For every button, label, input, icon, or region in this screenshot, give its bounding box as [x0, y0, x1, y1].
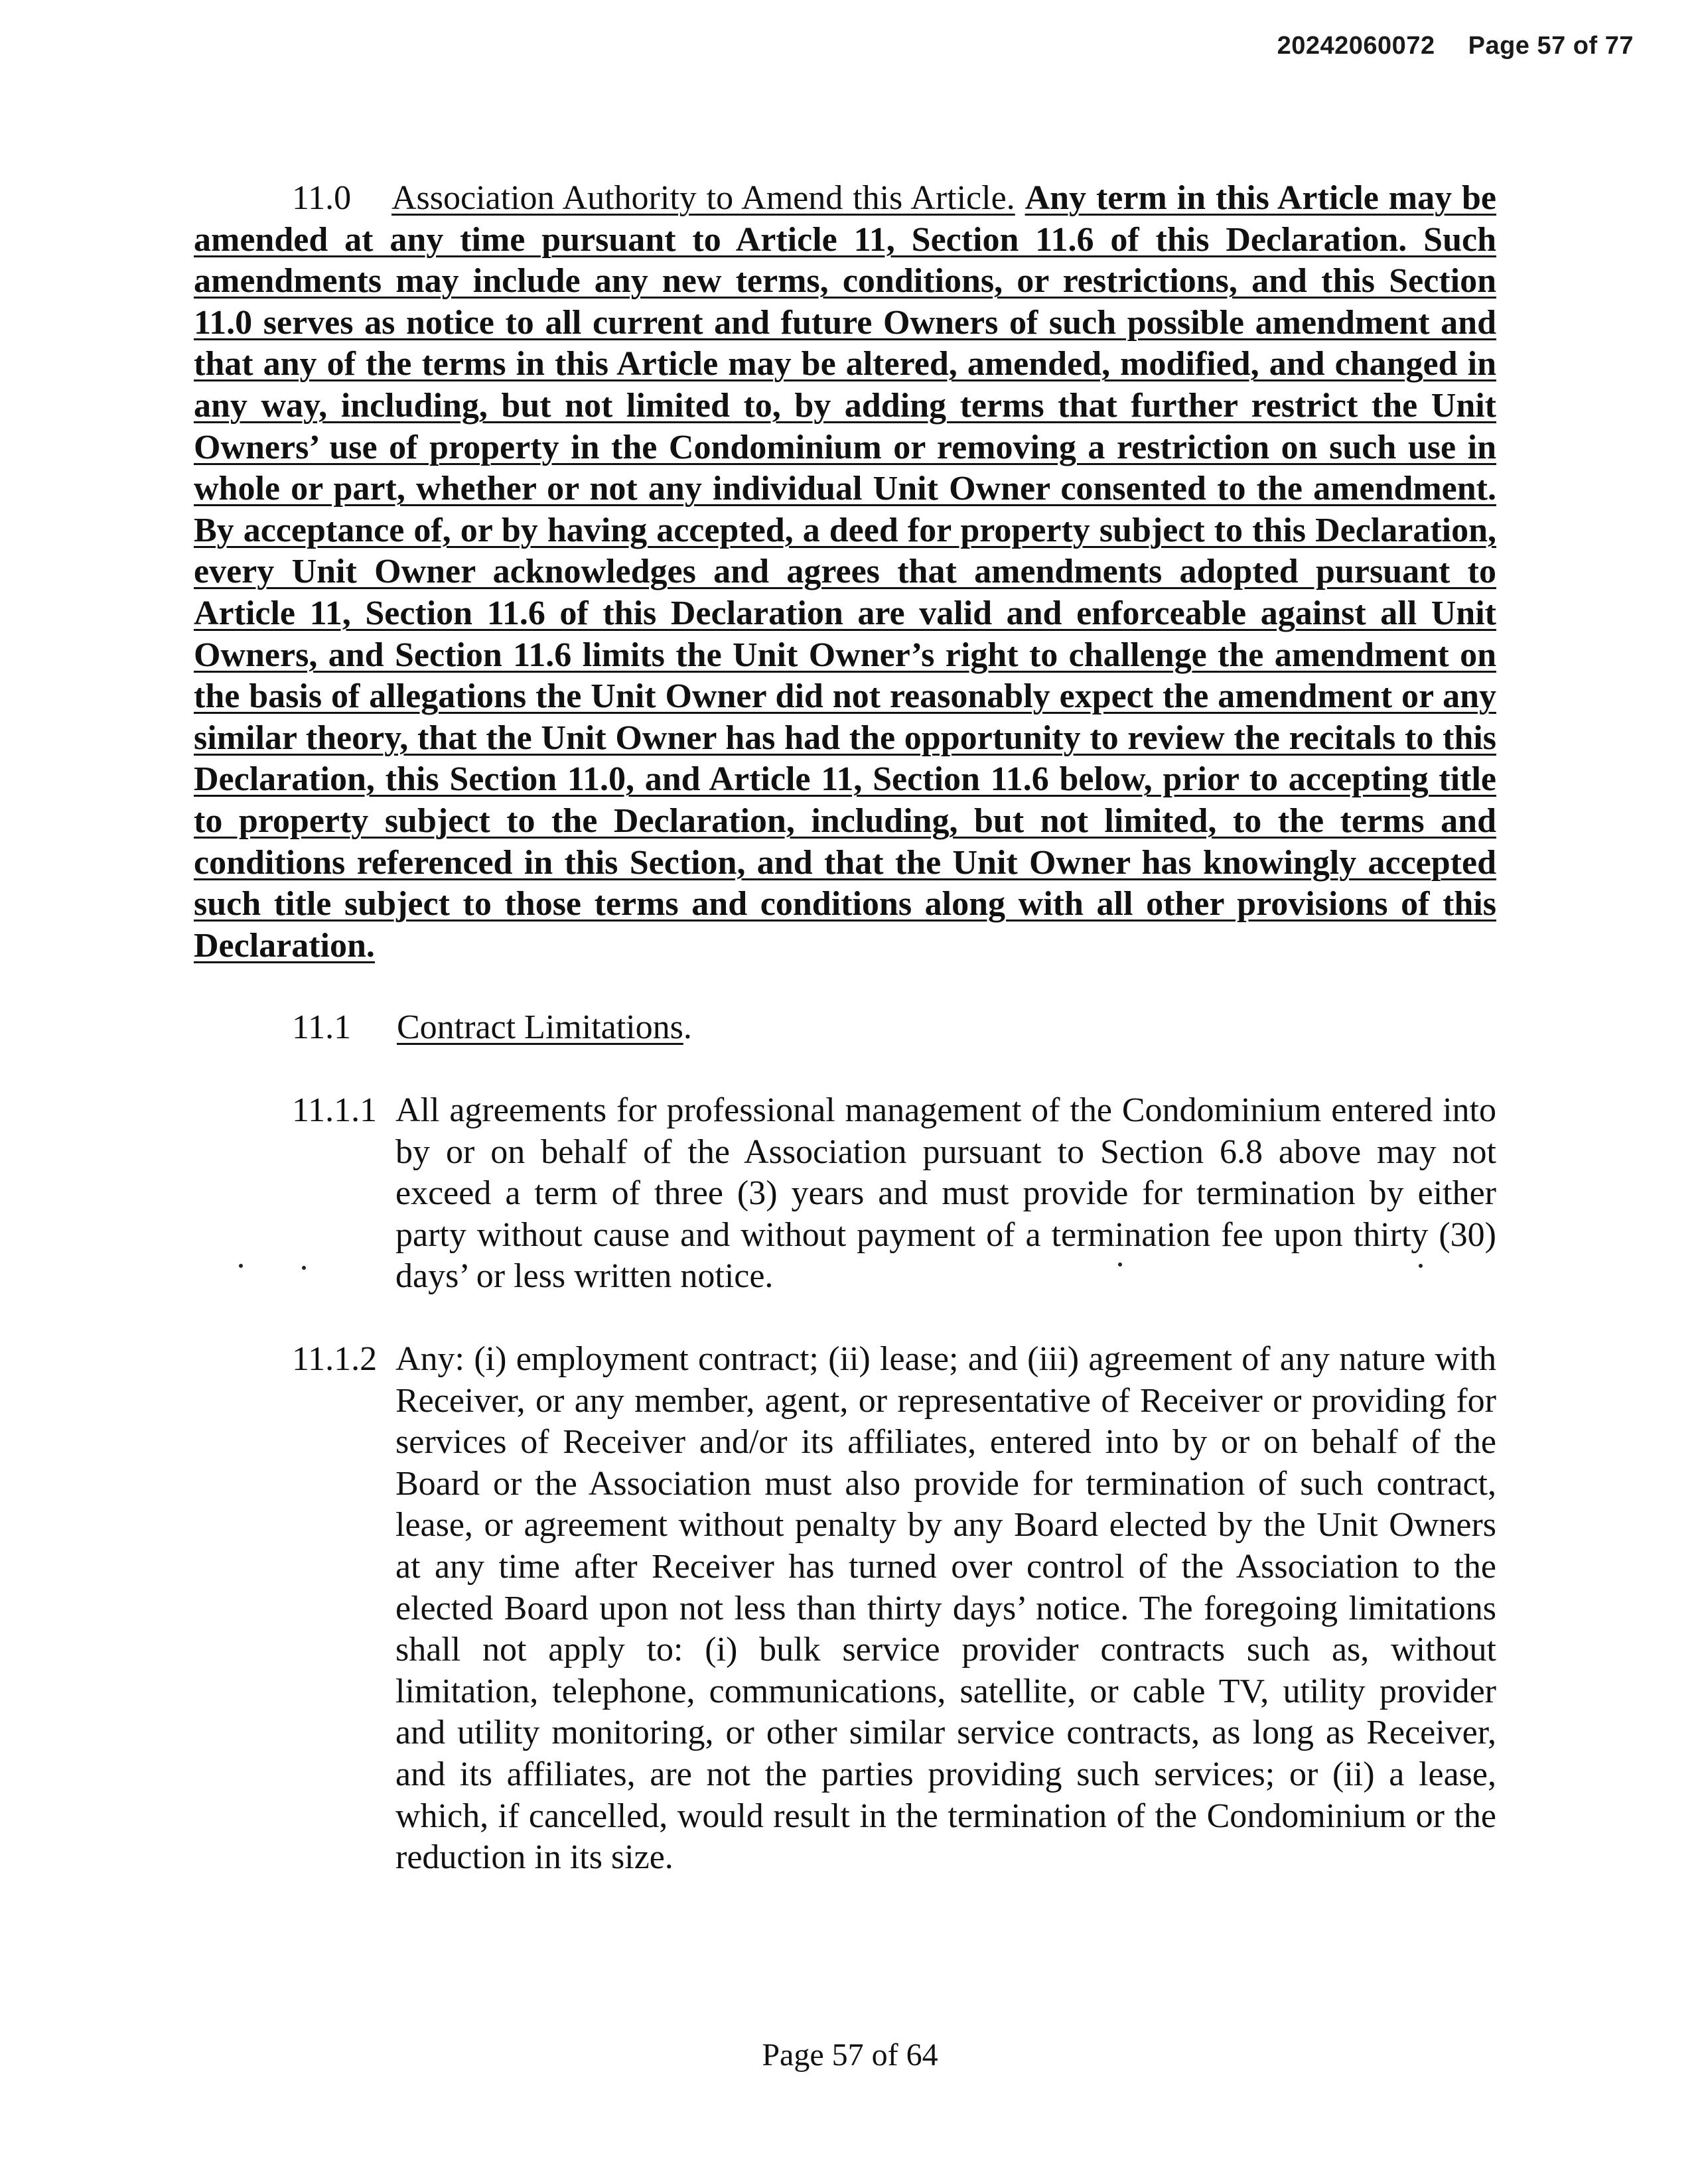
subsection-text: All agreements for professional management of the Condominium entered into by or on behalf of the Association pursuant to Section 6.8 above may not exceed a term of three (3) years and must provide for termination by either party without cause and without payment of a termination fee upon thirty (30) days’ or less written notice.	[395, 1091, 1496, 1296]
scan-artifact-dot	[302, 1266, 306, 1270]
recording-page-label: Page 57 of 77	[1468, 32, 1634, 60]
section-title: Association Authority to Amend this Article.	[391, 179, 1015, 217]
section-body: Any term in this Article may be amended at any time pursuant to Article 11, Section 11.6 of this Declaration. Such amendments may include any new terms, conditions, or restrictions, and this Section 11.0 serves as notice to all current and future Owners of such possible amendment and that any of the terms in this Article may be altered, amended, modified, and changed in any way, including, but not limited to, by adding terms that further restrict the Unit Owners’ use of property in the Condominium or removing a restriction on such use in whole or part, whether or not any individual Unit Owner consented to the amendment. By acceptance of, or by having accepted, a deed for property subject to this Declaration, every Unit Owner acknowledges and agrees that amendments adopted pursuant to Article 11, Section 11.6 of this Declaration are valid and enforceable against all Unit Owners, and Section 11.6 limits the Unit Owner’s right to challenge the amendment on the basis of allegations the Unit Owner did not reasonably expect the amendment or any similar theory, that the Unit Owner has had the opportunity to review the recitals to this Declaration, this Section 11.0, and Article 11, Section 11.6 below, prior to accepting title to property subject to the Declaration, including, but not limited, to the terms and conditions referenced in this Section, and that the Unit Owner has knowingly accepted such title subject to those terms and conditions along with all other provisions of this Declaration.	[194, 179, 1496, 965]
section-11-1-heading	[292, 1007, 692, 1049]
section-11-0	[194, 178, 1496, 967]
section-title-period: .	[683, 1008, 692, 1046]
scan-artifact-dot	[1118, 1263, 1122, 1266]
scan-artifact-dot	[1419, 1264, 1423, 1268]
section-number: 11.1	[292, 1008, 352, 1046]
subsection-11-1-2	[292, 1339, 1496, 1879]
footer-page-label: Page 57 of 64	[762, 2037, 938, 2073]
section-number: 11.0	[292, 179, 352, 217]
subsection-11-1-1	[292, 1090, 1496, 1298]
section-title: Contract Limitations	[397, 1008, 683, 1046]
page-footer	[0, 2037, 1700, 2073]
subsection-number: 11.1.2	[292, 1340, 378, 1378]
document-number: 20242060072	[1277, 32, 1435, 60]
subsection-number: 11.1.1	[292, 1091, 378, 1129]
scan-artifact-dot	[239, 1264, 243, 1268]
subsection-text: Any: (i) employment contract; (ii) lease; and (iii) agreement of any nature with Receiver, or any member, agent, or representative of Receiver or providing for services of Receiver and/or its affiliates, entered into by or on behalf of the Board or the Association must also provide for termination of such contract, lease, or agreement without penalty by any Board elected by the Unit Owners at any time after Receiver has turned over control of the Association to the elected Board upon not less than thirty days’ notice. The foregoing limitations shall not apply to: (i) bulk service provider contracts such as, without limitation, telephone, communications, satellite, or cable TV, utility provider and utility monitoring, or other similar service contracts, as long as Receiver, and its affiliates, are not the parties providing such services; or (ii) a lease, which, if cancelled, would result in the termination of the Condominium or the reduction in its size.	[395, 1340, 1496, 1877]
recording-stamp	[1277, 32, 1634, 60]
